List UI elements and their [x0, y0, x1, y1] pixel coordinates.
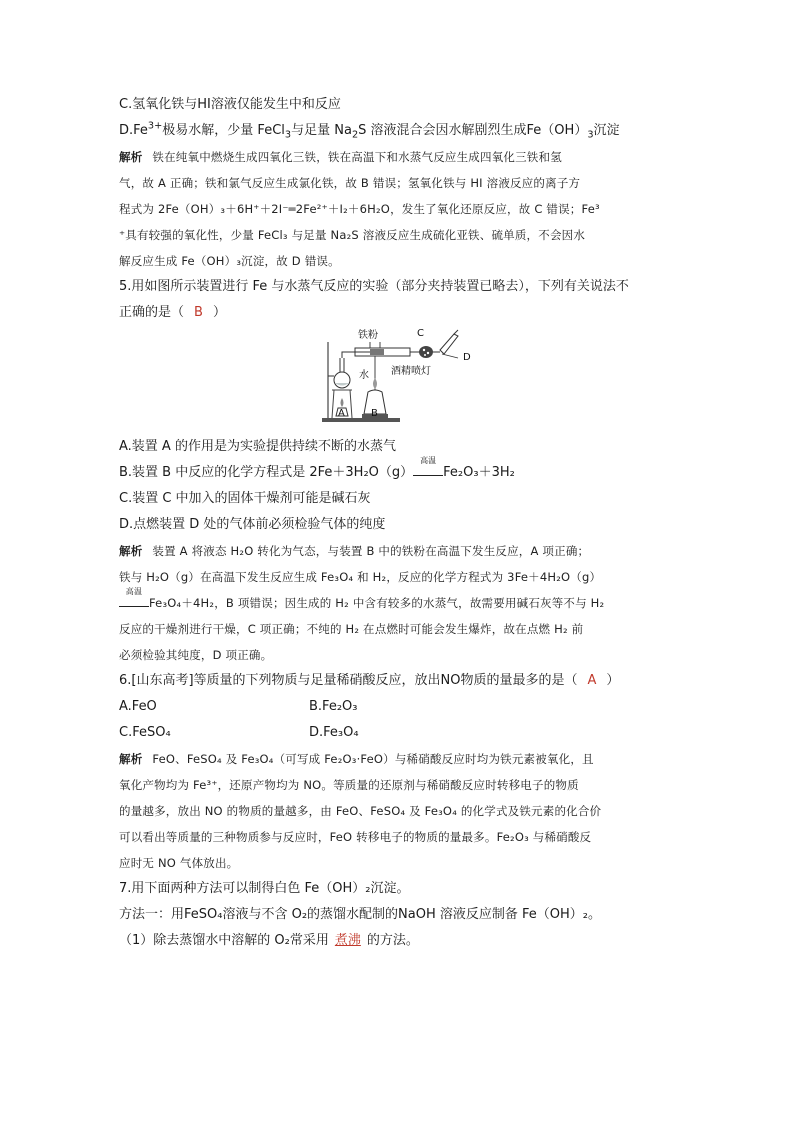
q4-analysis-line-5: 解反应生成 Fe（OH）₃沉淀，故 D 错误。	[119, 254, 340, 268]
reaction-arrow: 高温	[119, 598, 149, 607]
q5-analysis-line-5: 必须检验其纯度，D 项正确。	[119, 648, 273, 662]
figure-label-d: D	[463, 352, 471, 363]
q5-analysis-line-2: 铁与 H₂O（g）在高温下发生反应生成 Fe₃O₄ 和 H₂，反应的化学方程式为 3Fe＋4H₂O（g）	[119, 570, 602, 584]
q7-stem: 7.用下面两种方法可以制得白色 Fe（OH）₂沉淀。	[119, 881, 410, 896]
q5-analysis-line-1: 解析 装置 A 将液态 H₂O 转化为气态，与装置 B 中的铁粉在高温下发生反应，A 项正确；	[119, 544, 590, 558]
q4-analysis-line-1: 解析 铁在纯氧中燃烧生成四氧化三铁，铁在高温下和水蒸气反应生成四氧化三铁和氢	[119, 150, 562, 164]
analysis-tag: 解析	[119, 752, 143, 766]
q5-stem-line-1: 5.用如图所示装置进行 Fe 与水蒸气反应的实验（部分夹持装置已略去），下列有关说法不	[119, 279, 629, 294]
figure-label-b: B	[371, 408, 378, 419]
q7-sub1-answer: 煮沸	[334, 933, 361, 948]
analysis-tag: 解析	[119, 544, 143, 558]
nozzle-d	[440, 334, 458, 354]
figure-label-iron: 铁粉	[358, 330, 378, 341]
q5-option-b: B.装置 B 中反应的化学方程式是 2Fe＋3H₂O（g） 高温 Fe₂O₃＋3H₂	[119, 456, 515, 480]
figure-label-a: A	[338, 408, 345, 419]
flame-a	[341, 398, 344, 407]
q6-analysis-line-1: 解析 FeO、FeSO₄ 及 Fe₃O₄（可写成 Fe₂O₃·FeO）与稀硝酸反应时均为铁元素被氧化，且	[119, 752, 594, 766]
q4-analysis-line-4: ⁺具有较强的氧化性，少量 FeCl₃ 与足量 Na₂S 溶液反应生成硫化亚铁、硫单质，不会因水	[119, 228, 586, 242]
iron-powder	[370, 349, 384, 355]
q5-analysis-line-3: 高温 Fe₃O₄＋4H₂，B 项错误；因生成的 H₂ 中含有较多的水蒸气，故需要用碱石灰等不与 H₂	[119, 590, 679, 616]
reaction-arrow: 高温	[413, 467, 443, 476]
q6-answer: A	[587, 673, 597, 688]
q4-analysis-line-2: 气，故 A 正确；铁和氯气反应生成氯化铁，故 B 错误；氢氧化铁与 HI 溶液反应的离子方	[119, 176, 581, 190]
apparatus-figure	[119, 328, 679, 430]
q6-analysis-line-2: 氧化产物均为 Fe³⁺，还原产物均为 NO。等质量的还原剂与稀硝酸反应时转移电子的物质	[119, 778, 579, 792]
q6-option-d: D.Fe₃O₄	[309, 725, 359, 740]
q6-analysis-line-3: 的量越多，放出 NO 的物质的量越多，由 FeO、FeSO₄ 及 Fe₃O₄ 的化学式及铁元素的化合价	[119, 804, 602, 818]
q6-option-b: B.Fe₂O₃	[309, 699, 358, 714]
q7-sub-question-1: （1）除去蒸馏水中溶解的 O₂常采用 煮沸 的方法。	[119, 933, 419, 948]
q5-analysis-line-4: 反应的干燥剂进行干燥，C 项正确；不纯的 H₂ 在点燃时可能会发生爆炸，故在点燃 H₂ 前	[119, 622, 584, 636]
q6-analysis-line-5: 应时无 NO 气体放出。	[119, 856, 239, 870]
q5-stem-line-2: 正确的是（ B ）	[119, 305, 226, 320]
figure-label-lamp: 酒精喷灯	[391, 366, 431, 377]
flask-a-water	[335, 383, 349, 386]
q6-options-row-1	[119, 694, 679, 720]
q5-option-d: D.点燃装置 D 处的气体前必须检验气体的纯度	[119, 517, 386, 532]
q4-option-d: $D.Fe^{3+}$极易水解，少量 FeCl$_3$与足量 $Na_2S$ 溶液混合会因水解剧烈生成$Fe(OH)_3$沉淀	[119, 120, 620, 141]
analysis-tag: 解析	[119, 150, 143, 164]
drying-tube-c	[419, 346, 433, 358]
q5-option-a: A.装置 A 的作用是为实验提供持续不断的水蒸气	[119, 439, 396, 454]
document-page	[119, 92, 679, 954]
q6-option-a: A.FeO	[119, 699, 157, 714]
figure-label-c: C	[417, 328, 424, 339]
q4-analysis-line-3: 程式为 2Fe（OH）₃＋6H⁺＋2I⁻═2Fe²⁺＋I₂＋6H₂O，发生了氧化还原反应，故 C 错误；Fe³	[119, 202, 600, 216]
figure-label-water: 水	[359, 370, 369, 381]
stand-base	[322, 418, 400, 422]
q6-options-row-2	[119, 720, 679, 746]
q4-option-c: C.氢氧化铁与HI溶液仅能发生中和反应	[119, 97, 341, 112]
q5-option-c: C.装置 C 中加入的固体干燥剂可能是碱石灰	[119, 491, 371, 506]
q6-option-c: C.FeSO₄	[119, 725, 171, 740]
flask-a	[334, 372, 350, 388]
q6-analysis-line-4: 可以看出等质量的三种物质参与反应时，FeO 转移电子的物质的量最多。Fe₂O₃ 与稀硝酸反	[119, 830, 592, 844]
q7-method-1: 方法一：用FeSO₄溶液与不含 O₂的蒸馏水配制的NaOH 溶液反应制备 Fe（OH）₂。	[119, 907, 601, 922]
q5-answer: B	[194, 305, 203, 320]
q6-stem: 6.[山东高考]等质量的下列物质与足量稀硝酸反应，放出NO物质的量最多的是（ A ）	[119, 673, 620, 688]
flame-b	[373, 378, 377, 389]
